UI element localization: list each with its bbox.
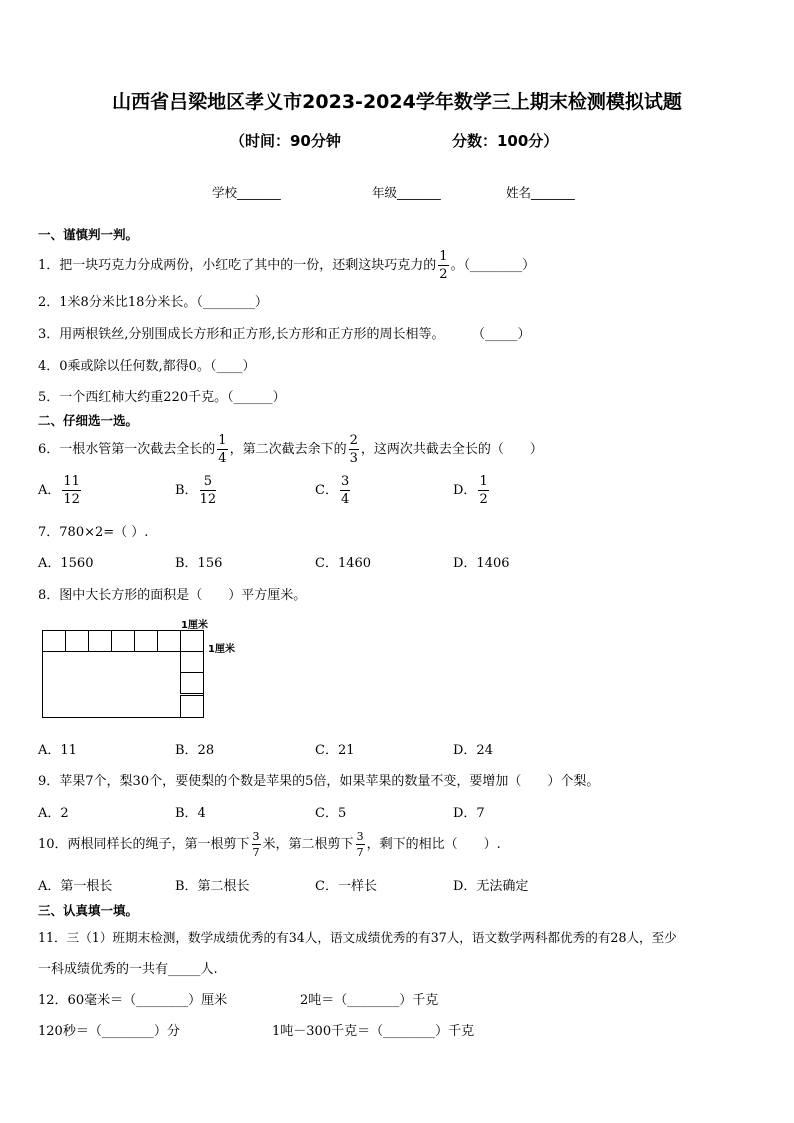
question-9: 9．苹果7个，梨30个，要使梨的个数是苹果的5倍，如果苹果的数量不变，要增加（ ）个梨。 (38, 774, 600, 789)
grid-cell (42, 630, 66, 652)
question-7: 7．780×2=（ ）. (38, 525, 149, 540)
option-c[interactable]: C．1460 (315, 556, 372, 571)
grid-cell (157, 630, 181, 652)
question-2: 2．1米8分米比18分米长。（________） (38, 295, 268, 310)
grid-cell (111, 630, 135, 652)
question-4: 4．0乘或除以任何数,都得0。（____） (38, 359, 256, 374)
unit-label-side: 1厘米 (208, 644, 235, 655)
option-b[interactable]: B．156 (175, 556, 223, 571)
exam-score: 分数：100分） (452, 132, 559, 150)
fraction: $\frac{5}{12}$ (199, 474, 217, 507)
option-a[interactable]: A．2 (38, 806, 69, 821)
grid-cell (65, 630, 89, 652)
fraction: $\frac{3}{7}$ (356, 830, 364, 859)
question-6-text: ，这两次共截去全长的（ ） (360, 442, 543, 457)
question-12-b: 2吨＝（________）千克 (300, 993, 439, 1008)
question-6-text: ，第二次截去余下的 (229, 442, 347, 457)
fraction: $\frac{3}{4}$ (340, 474, 350, 507)
name-field: 姓名_______ (506, 185, 575, 200)
question-10-text: 米，第二根剪下 (262, 837, 354, 852)
question-5: 5．一个西红柿大约重220千克。（______） (38, 390, 286, 405)
unit-label-top: 1厘米 (181, 620, 208, 631)
fraction: $\frac{11}{12}$ (63, 474, 80, 507)
school-field: 学校_______ (212, 185, 281, 200)
fraction: $\frac{2}{3}$ (349, 433, 358, 466)
section-heading-3: 三、认真填一填。 (38, 903, 139, 918)
exam-time: （时间：90分钟 (230, 132, 341, 150)
question-12-a: 12．60毫米＝（________）厘米 (38, 993, 228, 1008)
option-d[interactable]: D．7 (453, 806, 485, 821)
grid-cell (180, 630, 204, 652)
question-10 (38, 831, 501, 858)
grid-cell (180, 672, 204, 694)
question-12-d: 1吨－300千克＝（________）千克 (272, 1024, 475, 1039)
answer-blank: 。（________） (450, 258, 536, 273)
option-c[interactable]: C．5 (315, 806, 347, 821)
question-11-line-2: 一科成绩优秀的一共有_____人. (38, 962, 218, 977)
option-c[interactable]: C． $\frac{3}{4}$ (315, 474, 350, 507)
fraction: $\frac{1}{2}$ (479, 474, 488, 507)
option-d[interactable]: D．1406 (453, 556, 510, 571)
rectangle-figure (42, 630, 204, 718)
option-b[interactable]: B．第二根长 (175, 879, 250, 894)
option-a[interactable]: A．1560 (38, 556, 94, 571)
grade-field: 年级_______ (372, 185, 441, 200)
option-d[interactable]: D．无法确定 (453, 879, 529, 894)
question-11-line-1: 11．三（1）班期末检测，数学成绩优秀的有34人，语文成绩优秀的有37人，语文数学两科都优秀的有28人，至少 (38, 930, 677, 945)
question-8: 8．图中大长方形的面积是（ ）平方厘米。 (38, 588, 307, 603)
option-c[interactable]: C．一样长 (315, 879, 377, 894)
option-a[interactable]: A．第一根长 (38, 879, 113, 894)
question-12-c: 120秒＝（________）分 (38, 1024, 180, 1039)
fraction: $\frac{1}{4}$ (218, 433, 227, 466)
question-3 (38, 323, 531, 342)
option-a[interactable]: A．11 (38, 743, 77, 758)
grid-cell (180, 695, 204, 718)
option-c[interactable]: C．21 (315, 743, 355, 758)
fraction: $\frac{1}{2}$ (439, 249, 448, 282)
option-b[interactable]: B．28 (175, 743, 215, 758)
grid-cell (134, 630, 158, 652)
option-b[interactable]: B．4 (175, 806, 206, 821)
fraction: $\frac{3}{7}$ (252, 830, 260, 859)
option-a[interactable]: A． $\frac{11}{12}$ (38, 474, 80, 507)
answer-blank: （_____） (478, 327, 531, 342)
option-b[interactable]: B． $\frac{5}{12}$ (175, 474, 217, 507)
page-title: 山西省吕梁地区孝义市2023-2024学年数学三上期末检测模拟试题 (112, 91, 682, 113)
question-1-text: 1．把一块巧克力分成两份，小红吃了其中的一份，还剩这块巧克力的 (38, 258, 437, 273)
question-10-text: 10．两根同样长的绳子，第一根剪下 (38, 837, 250, 852)
grid-cell (180, 651, 204, 673)
question-10-text: ，剩下的相比（ ）. (366, 837, 501, 852)
question-6-text: 6．一根水管第一次截去全长的 (38, 442, 216, 457)
option-d[interactable]: D． $\frac{1}{2}$ (453, 474, 488, 507)
question-6 (38, 434, 543, 465)
grid-cell (88, 630, 112, 652)
question-3-text: 3．用两根铁丝,分别围成长方形和正方形,长方形和正方形的周长相等。 (38, 327, 445, 342)
question-1 (38, 250, 535, 281)
option-d[interactable]: D．24 (453, 743, 493, 758)
section-heading-2: 二、仔细选一选。 (38, 413, 139, 428)
section-heading-1: 一、谨慎判一判。 (38, 227, 139, 242)
